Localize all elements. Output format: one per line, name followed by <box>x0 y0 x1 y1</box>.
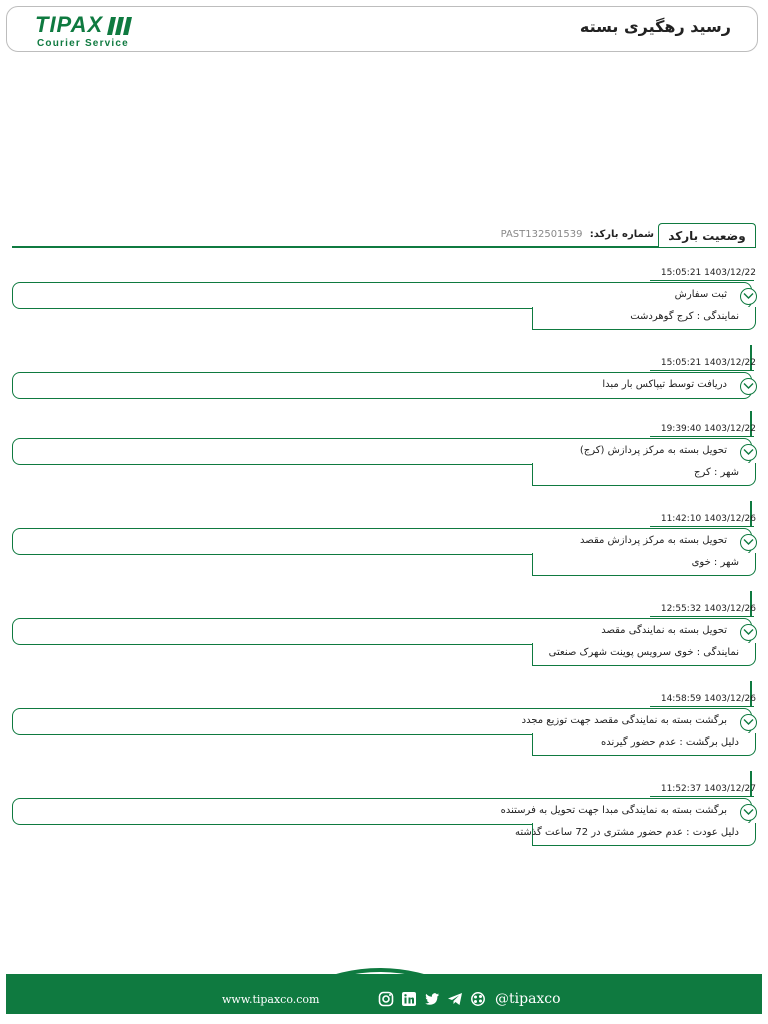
aparat-icon[interactable] <box>470 991 486 1007</box>
page-title: رسید رهگیری بسته <box>579 17 731 36</box>
event-detail-box <box>532 463 756 486</box>
barcode-row <box>501 229 654 240</box>
chevron-down-icon[interactable] <box>740 714 757 731</box>
timestamp-underline <box>650 796 754 797</box>
logo-stripes-icon <box>107 17 135 35</box>
event-detail: شهر : خوی <box>691 557 739 568</box>
event-timestamp: 12:55:32 1403/12/26 <box>660 604 756 614</box>
event-detail: دلیل برگشت : عدم حضور گیرنده <box>601 737 739 748</box>
event-status: برگشت بسته به نمایندگی مقصد جهت توزیع مجدد <box>521 715 727 726</box>
tab-barcode-status[interactable]: وضعیت بارکد <box>658 223 756 247</box>
chevron-down-icon[interactable] <box>740 534 757 551</box>
event-detail-box <box>515 823 756 846</box>
footer-social <box>378 991 561 1007</box>
logo-tagline: Courier Service <box>37 38 129 49</box>
timestamp-underline <box>650 370 754 371</box>
instagram-icon[interactable] <box>378 991 394 1007</box>
event-detail: شهر : کرج <box>694 467 739 478</box>
footer-website-link[interactable]: www.tipaxco.com <box>222 993 320 1006</box>
event-detail-box <box>532 307 756 330</box>
timestamp-underline <box>650 526 754 527</box>
event-status-box[interactable] <box>12 798 752 825</box>
event-status-box[interactable] <box>12 372 752 399</box>
tipax-logo <box>35 14 145 48</box>
event-status: ثبت سفارش <box>674 289 727 300</box>
event-timestamp: 11:42:10 1403/12/26 <box>660 514 756 524</box>
event-detail-box <box>532 643 756 666</box>
chevron-down-icon[interactable] <box>740 804 757 821</box>
timestamp-underline <box>650 280 754 281</box>
chevron-down-icon[interactable] <box>740 624 757 641</box>
barcode-label: شماره بارکد: <box>589 229 654 240</box>
event-timestamp: 15:05:21 1403/12/22 <box>660 358 756 368</box>
telegram-icon[interactable] <box>447 991 463 1007</box>
page-footer <box>6 974 762 1014</box>
event-status-box[interactable] <box>12 282 752 309</box>
timestamp-underline <box>650 706 754 707</box>
event-detail-box <box>532 733 756 756</box>
footer-social-handle[interactable]: @tipaxco <box>495 991 561 1007</box>
page-header <box>6 6 758 52</box>
chevron-down-icon[interactable] <box>740 444 757 461</box>
event-timestamp: 14:58:59 1403/12/26 <box>660 694 756 704</box>
chevron-down-icon[interactable] <box>740 288 757 305</box>
linkedin-icon[interactable] <box>401 991 417 1007</box>
event-status: تحویل بسته به مرکز پردازش (کرج) <box>579 445 727 456</box>
event-timestamp: 11:52:37 1403/12/27 <box>660 784 756 794</box>
event-status: برگشت بسته به نمایندگی مبدا جهت تحویل به فرستنده <box>500 805 727 816</box>
event-detail: نمایندگی : خوی سرویس پوینت شهرک صنعتی <box>548 647 739 658</box>
event-timestamp: 15:05:21 1403/12/22 <box>660 268 756 278</box>
event-status-box[interactable] <box>12 438 752 465</box>
event-detail-box <box>532 553 756 576</box>
event-status-box[interactable] <box>12 708 752 735</box>
timestamp-underline <box>650 616 754 617</box>
event-detail: دلیل عودت : عدم حضور مشتری در 72 ساعت گذشته <box>515 827 739 838</box>
timestamp-underline <box>650 436 754 437</box>
logo-wordmark: TIPAX <box>35 12 104 37</box>
event-status: دریافت توسط تیپاکس بار مبدا <box>602 379 727 390</box>
event-status-box[interactable] <box>12 528 752 555</box>
tab-divider <box>12 246 756 248</box>
chevron-down-icon[interactable] <box>740 378 757 395</box>
event-detail: نمایندگی : کرج گوهردشت <box>630 311 739 322</box>
event-timestamp: 19:39:40 1403/12/22 <box>660 424 756 434</box>
event-status-box[interactable] <box>12 618 752 645</box>
twitter-icon[interactable] <box>424 991 440 1007</box>
barcode-value: PAST132501539 <box>500 229 583 240</box>
event-status: تحویل بسته به نمایندگی مقصد <box>601 625 727 636</box>
event-status: تحویل بسته به مرکز پردازش مقصد <box>580 535 727 546</box>
